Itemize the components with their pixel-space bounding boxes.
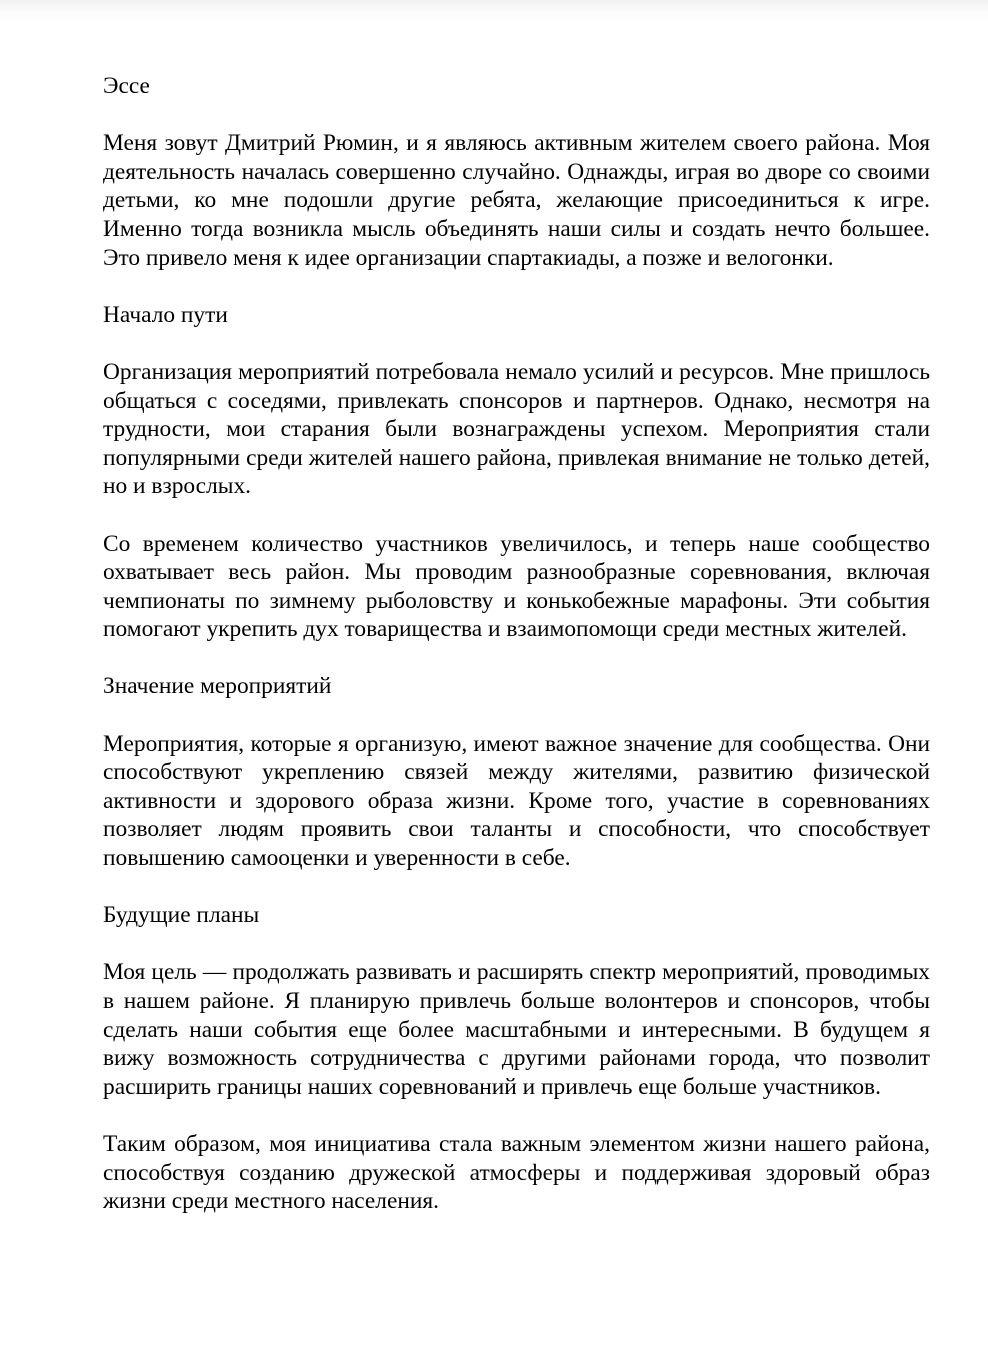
document-body: [103, 72, 930, 1216]
future-plans-paragraph: Моя цель — продолжать развивать и расширять спектр мероприятий, проводимых в нашем районе. Я планирую привлечь больше волонтеров и спонсоров, чтобы сделать наши события еще более масштабными и интересными. В будущем я вижу возможность сотрудничества с другими районами города, что позволит расширить границы наших соревнований и привлечь еще больше участников.: [103, 959, 930, 1100]
conclusion-paragraph: Таким образом, моя инициатива стала важным элементом жизни нашего района, способствуя созданию дружеской атмосферы и поддерживая здоровый образ жизни среди местного населения.: [103, 1130, 930, 1215]
beginning-paragraph-2: Со временем количество участников увеличилось, и теперь наше сообщество охватывает весь район. Мы проводим разнообразные соревнования, включая чемпионаты по зимнему рыболовству и конькобежные марафоны. Эти события помогают укрепить дух товарищества и взаимопомощи среди местных жителей.: [103, 530, 930, 643]
significance-paragraph: Мероприятия, которые я организую, имеют важное значение для сообщества. Они способствуют укреплению связей между жителями, развитию физической активности и здорового образа жизни. Кроме того, участие в соревнованиях позволяет людям проявить свои таланты и способности, что способствует повышению самооценки и уверенности в себе.: [103, 730, 930, 872]
section-heading-significance: Значение мероприятий: [103, 673, 332, 700]
page-top-shadow: [0, 0, 988, 22]
section-heading-future-plans: Будущие планы: [103, 902, 260, 929]
document-title: Эссе: [103, 73, 150, 99]
section-heading-beginning: Начало пути: [103, 301, 228, 328]
intro-paragraph: Меня зовут Дмитрий Рюмин, и я являюсь активным жителем своего района. Моя деятельность началась совершенно случайно. Однажды, играя во дворе со своими детьми, ко мне подошли другие ребята, желающие присоединиться к игре. Именно тогда возникла мысль объединять наши силы и создать нечто большее. Это привело меня к идее организации спартакиады, а позже и велогонки.: [103, 130, 930, 271]
beginning-paragraph-1: Организация мероприятий потребовала немало усилий и ресурсов. Мне пришлось общаться с соседями, привлекать спонсоров и партнеров. Однако, несмотря на трудности, мои старания были вознаграждены успехом. Мероприятия стали популярными среди жителей нашего района, привлекая внимание не только детей, но и взрослых.: [103, 358, 930, 500]
